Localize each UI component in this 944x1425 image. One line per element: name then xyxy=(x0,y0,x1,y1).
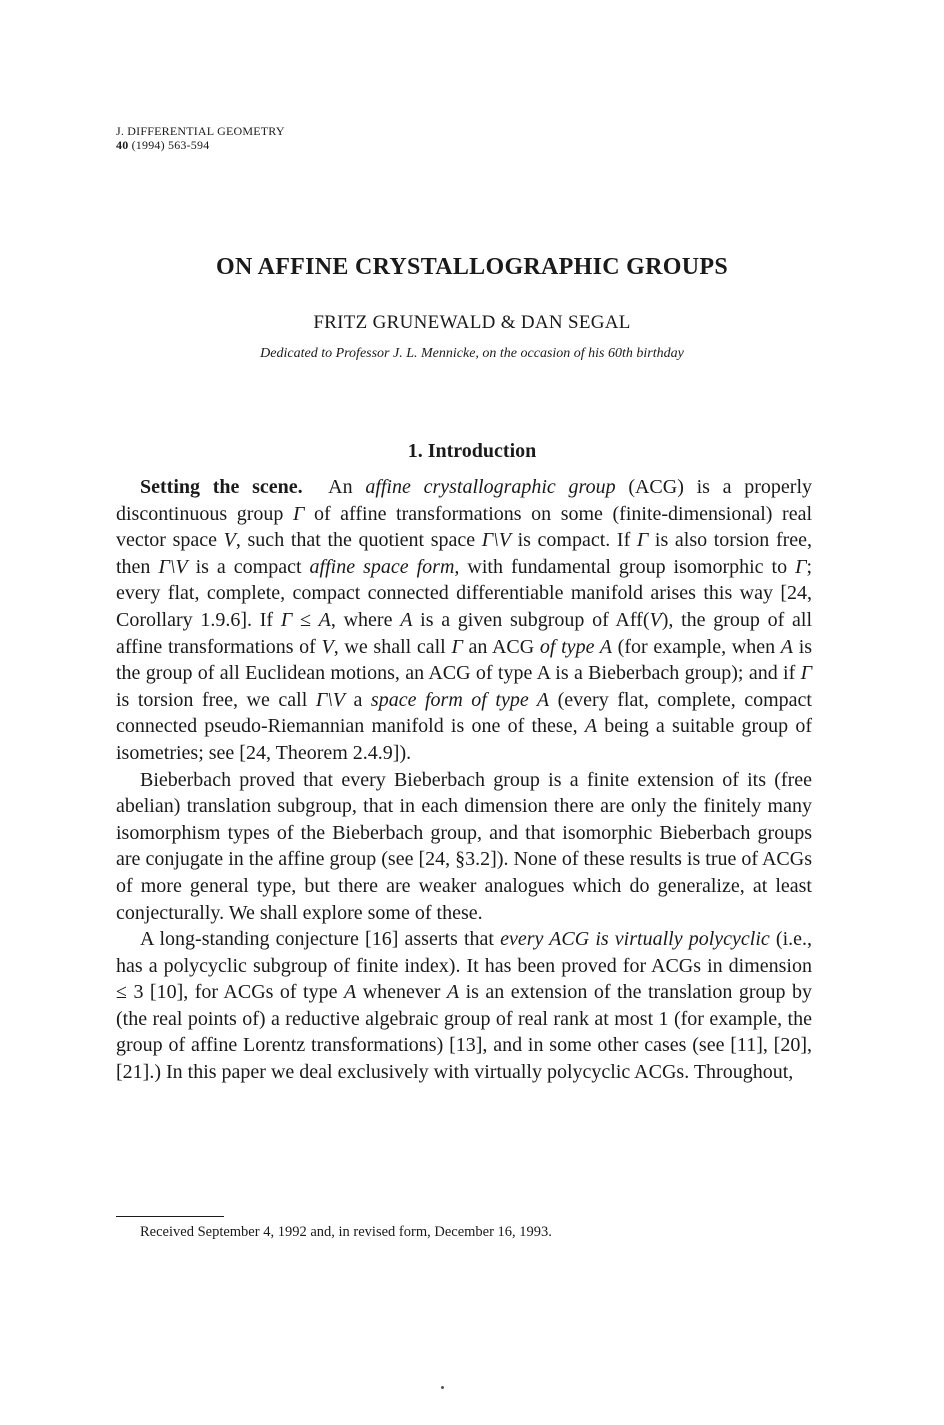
journal-volume: 40 xyxy=(116,138,129,152)
section-heading: 1. Introduction xyxy=(407,440,537,462)
scan-speck xyxy=(441,1386,444,1389)
math: A xyxy=(584,715,598,738)
term-space-form-of-type-a: space form of type A xyxy=(370,688,550,711)
text-run: whenever xyxy=(362,981,441,1004)
math: Γ\V xyxy=(315,688,345,711)
math: V xyxy=(321,635,334,658)
math: A xyxy=(400,608,413,631)
term-affine-crystallographic-group: affine crystallographic group xyxy=(365,476,616,498)
text-run: (ACG) is a properly discontinuous group xyxy=(116,476,813,525)
math: Γ xyxy=(636,529,649,552)
text-run: being a suitable group of isometries; see [24, Theorem 2.4.9]). xyxy=(116,715,813,764)
footnote: Received September 4, 1992 and, in revised form, December 16, 1993. xyxy=(140,1224,552,1240)
text-run: ; every flat, complete, compact connected differentiable manifold arises this way [24, Corollary 1.9.6]. If xyxy=(116,555,813,631)
text-run: , where xyxy=(330,608,393,631)
text-run: ), the group of all affine transformations of xyxy=(116,608,813,658)
text-run: is a compact xyxy=(195,555,302,578)
dedication: Dedicated to Professor J. L. Mennicke, on the occasion of his 60th birthday xyxy=(260,346,684,361)
journal-header xyxy=(116,124,285,152)
math: V xyxy=(223,529,236,552)
text-run: is also torsion free, then xyxy=(116,529,813,578)
journal-year-pages: (1994) 563-594 xyxy=(131,138,210,152)
term-of-type-a: of type A xyxy=(539,635,612,658)
math: Γ ≤ A xyxy=(280,608,331,631)
text-run: an ACG xyxy=(468,635,535,658)
paper-title: ON AFFINE CRYSTALLOGRAPHIC GROUPS xyxy=(216,254,728,280)
math: Γ xyxy=(800,662,813,685)
text-run: of affine transformations on some (finite-dimensional) real vector space xyxy=(116,502,813,552)
paragraph-1 xyxy=(116,474,812,767)
text-run: is the group of all Euclidean motions, an ACG of type A is a Bieberbach group); and if xyxy=(116,635,813,685)
text-run: (i.e., has a polycyclic subgroup of finite index). It has been proved for ACGs in dimension ≤ 3 [10], for ACGs of type xyxy=(116,928,813,1004)
text-run: is a given subgroup of Aff( xyxy=(420,608,650,631)
math: A xyxy=(446,981,460,1004)
text-run: is torsion free, we call xyxy=(116,688,308,711)
journal-citation xyxy=(116,138,285,152)
conjecture-statement: every ACG is virtually polycyclic xyxy=(500,928,770,951)
text-run: , such that the quotient space xyxy=(235,529,476,552)
term-affine-space-form: affine space form, xyxy=(309,555,460,578)
math: Γ xyxy=(292,502,305,525)
math: A xyxy=(780,635,793,658)
math: Γ xyxy=(451,635,463,658)
math: Γ\V xyxy=(481,529,511,552)
text-run: (every flat, complete, compact connected pseudo-Riemannian manifold is one of these, xyxy=(116,688,812,738)
footnote-rule xyxy=(116,1216,224,1217)
math: V xyxy=(649,608,662,631)
run-in-heading: Setting the scene. xyxy=(140,476,303,498)
text-run: is an extension of the translation group by (the real points of) a reductive algebraic group of real rank at most 1 (for example, the group of affine Lorentz transformations) [13], and in some other cases (see [11], [20], [21].) In this paper we deal exclusively with virtually polycyclic ACGs. Throughout, xyxy=(116,981,813,1084)
text-run: with fundamental group isomorphic to xyxy=(467,555,788,578)
journal-name: J. DIFFERENTIAL GEOMETRY xyxy=(116,124,285,138)
body-text xyxy=(116,474,812,1086)
text-run: (for example, when xyxy=(617,635,776,658)
text-run: An xyxy=(328,476,353,498)
math: Γ\V xyxy=(158,555,188,578)
paper-authors: FRITZ GRUNEWALD & DAN SEGAL xyxy=(313,312,631,333)
text-run: a xyxy=(353,688,363,711)
text-run: , we shall call xyxy=(333,635,446,658)
text-run: A long-standing conjecture [16] asserts that xyxy=(140,928,494,951)
text-run: is compact. If xyxy=(517,529,631,552)
math: A xyxy=(343,981,357,1004)
paragraph-2: Bieberbach proved that every Bieberbach group is a finite extension of its (free abelian) translation subgroup, that in each dimension there are only the finitely many isomorphism types of the Bieberbach group, and that isomorphic Bieberbach groups are conjugate in the affine group (see [24, §3.2]). None of these results is true of ACGs of more general type, but there are weaker analogues which do generalize, at least conjecturally. We shall explore some of these. xyxy=(116,768,812,924)
paragraph-3 xyxy=(116,926,812,1086)
math: Γ xyxy=(795,555,807,578)
